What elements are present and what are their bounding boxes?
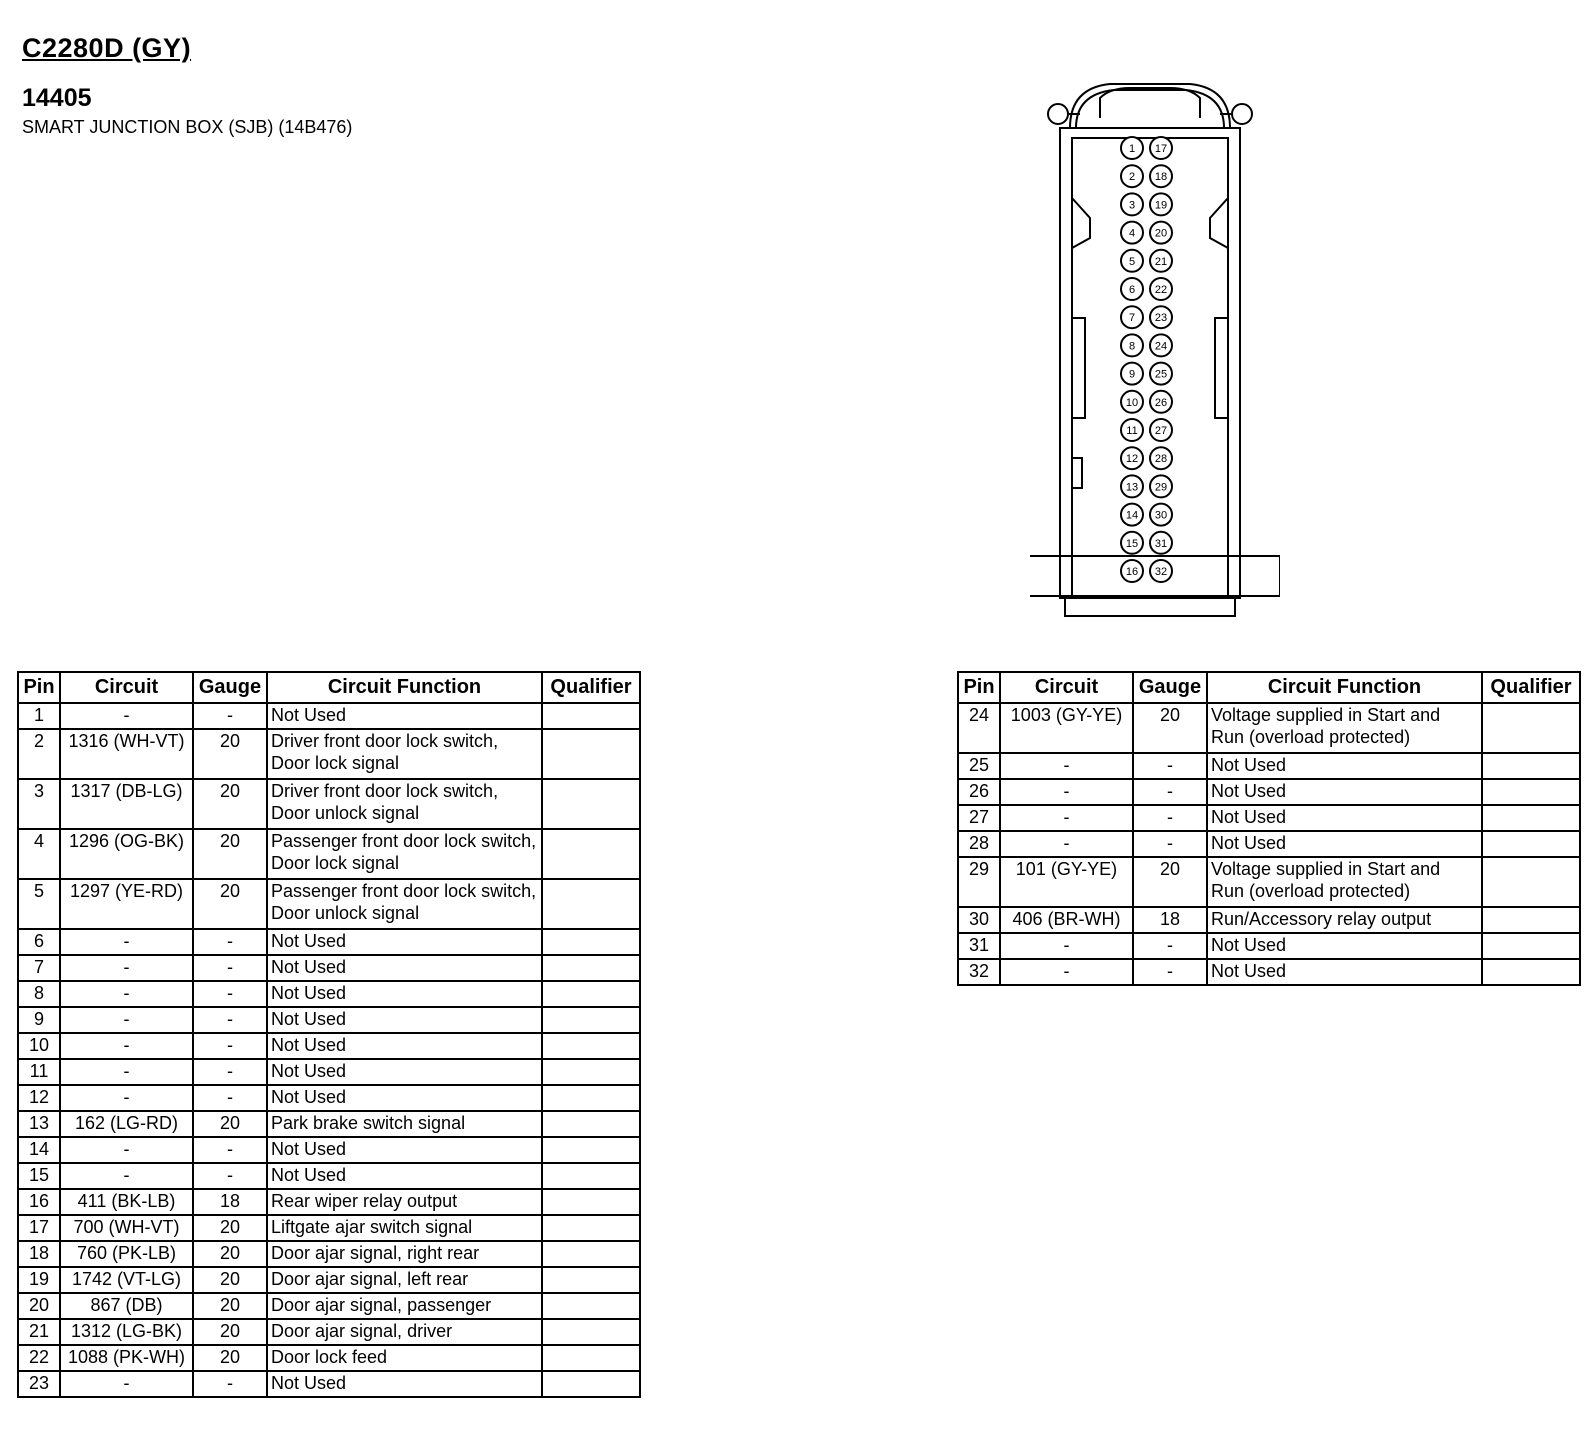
cell-gauge: 18 [193,1189,267,1215]
cell-gauge: - [193,981,267,1007]
cell-function: Door ajar signal, driver [267,1319,542,1345]
cell-gauge: - [1133,805,1207,831]
cell-function: Not Used [267,981,542,1007]
col-header-gauge: Gauge [1133,672,1207,703]
pin-number-label: 22 [1154,284,1168,296]
pin-number-label: 31 [1154,537,1168,550]
cell-function: Not Used [1207,933,1482,959]
cell-circuit: 867 (DB) [60,1293,193,1319]
cell-gauge: - [193,1137,267,1163]
pin-number-label: 28 [1154,453,1168,466]
cell-function: Door lock feed [267,1345,542,1371]
pin-number-label: 32 [1154,566,1168,578]
cell-function: Passenger front door lock switch, Door lock signal [267,829,542,879]
cell-pin: 22 [18,1345,60,1371]
col-header-function: Circuit Function [267,672,542,703]
cell-circuit: - [60,929,193,955]
pin-number-label: 14 [1125,509,1139,522]
cell-qualifier [542,1241,640,1267]
table-row [18,981,640,1007]
pin-number-label: 29 [1154,481,1168,494]
cell-function: Not Used [1207,831,1482,857]
pinout-table-left [17,671,641,1398]
cell-function: Not Used [267,1137,542,1163]
cell-pin: 17 [18,1215,60,1241]
cell-pin: 32 [958,959,1000,985]
cell-gauge: 20 [193,879,267,929]
cell-function: Not Used [267,703,542,729]
cell-function: Not Used [267,1033,542,1059]
cell-qualifier [542,1319,640,1345]
cell-qualifier [542,1189,640,1215]
cell-pin: 10 [18,1033,60,1059]
cell-gauge: - [193,1033,267,1059]
pin-number-label: 4 [1128,227,1136,240]
cell-pin: 2 [18,729,60,779]
cell-function: Passenger front door lock switch, Door unlock signal [267,879,542,929]
cell-pin: 25 [958,753,1000,779]
cell-pin: 21 [18,1319,60,1345]
table-row [18,1059,640,1085]
cell-gauge: - [193,929,267,955]
col-header-function: Circuit Function [1207,672,1482,703]
cell-qualifier [542,1163,640,1189]
pin-number-label: 25 [1154,368,1168,381]
pin-number-label: 15 [1125,537,1139,550]
cell-circuit: 700 (WH-VT) [60,1215,193,1241]
cell-pin: 18 [18,1241,60,1267]
pin-number-label: 27 [1154,425,1168,437]
cell-qualifier [542,1215,640,1241]
cell-gauge: 20 [193,1215,267,1241]
cell-gauge: 20 [193,1319,267,1345]
pin-number-label: 13 [1125,481,1139,494]
col-header-pin: Pin [18,672,60,703]
table-row [18,779,640,829]
cell-circuit: 1003 (GY-YE) [1000,703,1133,753]
cell-function: Rear wiper relay output [267,1189,542,1215]
cell-pin: 16 [18,1189,60,1215]
cell-pin: 30 [958,907,1000,933]
cell-qualifier [1482,857,1580,907]
cell-function: Not Used [1207,753,1482,779]
table-row [18,729,640,779]
cell-function: Not Used [1207,779,1482,805]
table-row [18,1371,640,1397]
cell-qualifier [1482,907,1580,933]
connector-face-diagram [1030,78,1280,628]
pin-number-label: 8 [1128,340,1136,353]
cell-qualifier [542,879,640,929]
cell-gauge: 20 [193,1111,267,1137]
col-header-qualifier: Qualifier [1482,672,1580,703]
cell-circuit: - [60,1033,193,1059]
table-row [18,1085,640,1111]
cell-gauge: 20 [193,1345,267,1371]
cell-function: Door ajar signal, passenger [267,1293,542,1319]
cell-function: Not Used [267,1163,542,1189]
cell-function: Park brake switch signal [267,1111,542,1137]
pin-number-label: 12 [1125,453,1139,466]
cell-pin: 19 [18,1267,60,1293]
pin-number-label: 30 [1154,509,1168,522]
cell-circuit: - [60,1085,193,1111]
cell-gauge: - [193,703,267,729]
cell-gauge: 20 [1133,857,1207,907]
cell-gauge: 18 [1133,907,1207,933]
table-row [958,907,1580,933]
cell-qualifier [1482,959,1580,985]
pin-number-label: 3 [1128,199,1136,212]
cell-circuit: 1742 (VT-LG) [60,1267,193,1293]
pin-number-label: 5 [1128,255,1136,268]
cell-function: Not Used [1207,805,1482,831]
cell-circuit: - [60,1137,193,1163]
cell-function: Voltage supplied in Start and Run (overload protected) [1207,857,1482,907]
cell-circuit: - [60,1059,193,1085]
cell-qualifier [542,981,640,1007]
cell-qualifier [542,1033,640,1059]
pin-number-label: 24 [1154,340,1168,353]
cell-function: Not Used [267,955,542,981]
cell-function: Run/Accessory relay output [1207,907,1482,933]
cell-gauge: - [193,1085,267,1111]
cell-pin: 13 [18,1111,60,1137]
pin-number-label: 7 [1128,312,1136,325]
cell-qualifier [542,1371,640,1397]
cell-pin: 26 [958,779,1000,805]
table-row [18,1137,640,1163]
component-number: 14405 [22,84,92,112]
table-row [18,879,640,929]
cell-circuit: - [1000,959,1133,985]
cell-gauge: - [193,1371,267,1397]
cell-gauge: 20 [1133,703,1207,753]
cell-qualifier [542,929,640,955]
cell-circuit: - [60,1163,193,1189]
cell-pin: 27 [958,805,1000,831]
cell-circuit: 101 (GY-YE) [1000,857,1133,907]
cell-gauge: - [1133,933,1207,959]
cell-circuit: 411 (BK-LB) [60,1189,193,1215]
cell-pin: 23 [18,1371,60,1397]
pin-number-label: 6 [1128,284,1136,296]
cell-circuit: 1296 (OG-BK) [60,829,193,879]
cell-pin: 12 [18,1085,60,1111]
cell-gauge: 20 [193,779,267,829]
table-row [958,753,1580,779]
table-row [18,1163,640,1189]
connector-title: C2280D (GY) [22,33,192,63]
cell-function: Not Used [267,929,542,955]
pin-number-label: 9 [1128,368,1136,381]
cell-circuit: - [60,1007,193,1033]
table-row [958,831,1580,857]
cell-pin: 1 [18,703,60,729]
col-header-pin: Pin [958,672,1000,703]
cell-pin: 8 [18,981,60,1007]
table-row [18,703,640,729]
table-row [18,829,640,879]
cell-pin: 4 [18,829,60,879]
cell-function: Liftgate ajar switch signal [267,1215,542,1241]
cell-gauge: - [1133,753,1207,779]
table-row [958,933,1580,959]
table-row [18,1215,640,1241]
cell-pin: 28 [958,831,1000,857]
cell-circuit: 162 (LG-RD) [60,1111,193,1137]
cell-function: Not Used [267,1007,542,1033]
table-row [958,857,1580,907]
cell-function: Not Used [267,1371,542,1397]
col-header-circuit: Circuit [60,672,193,703]
cell-gauge: 20 [193,1267,267,1293]
cell-qualifier [542,1059,640,1085]
pin-number-label: 11 [1126,425,1138,437]
table-row [18,1319,640,1345]
pin-number-label: 10 [1125,396,1139,409]
cell-pin: 20 [18,1293,60,1319]
pinout-table-right [957,671,1581,986]
cell-gauge: - [193,1007,267,1033]
cell-circuit: - [60,955,193,981]
pin-number-label: 17 [1154,143,1168,155]
cell-qualifier [1482,703,1580,753]
cell-gauge: - [193,955,267,981]
cell-pin: 3 [18,779,60,829]
cell-gauge: 20 [193,829,267,879]
pin-number-label: 26 [1154,396,1168,409]
cell-circuit: - [1000,831,1133,857]
pin-number-label: 19 [1154,199,1168,212]
cell-function: Door ajar signal, left rear [267,1267,542,1293]
cell-pin: 31 [958,933,1000,959]
pin-number-label: 23 [1154,312,1168,325]
cell-function: Driver front door lock switch, Door lock signal [267,729,542,779]
cell-circuit: 1297 (YE-RD) [60,879,193,929]
cell-pin: 24 [958,703,1000,753]
pin-number-label: 21 [1154,255,1168,268]
cell-circuit: - [60,981,193,1007]
table-row [18,1267,640,1293]
cell-qualifier [542,1111,640,1137]
col-header-circuit: Circuit [1000,672,1133,703]
pin-number-label: 20 [1154,227,1168,240]
cell-qualifier [542,1007,640,1033]
table-row [958,805,1580,831]
pin-number-label: 16 [1125,566,1139,578]
col-header-qualifier: Qualifier [542,672,640,703]
cell-function: Not Used [267,1059,542,1085]
cell-gauge: - [1133,959,1207,985]
cell-qualifier [1482,779,1580,805]
cell-function: Not Used [267,1085,542,1111]
pin-number-label: 2 [1128,171,1136,184]
cell-function: Door ajar signal, right rear [267,1241,542,1267]
cell-function: Driver front door lock switch, Door unlock signal [267,779,542,829]
cell-circuit: 406 (BR-WH) [1000,907,1133,933]
cell-pin: 7 [18,955,60,981]
table-row [18,1189,640,1215]
cell-circuit: - [60,703,193,729]
cell-circuit: 760 (PK-LB) [60,1241,193,1267]
cell-pin: 6 [18,929,60,955]
table-row [18,1345,640,1371]
cell-qualifier [542,779,640,829]
table-header-row [958,672,1580,703]
cell-pin: 9 [18,1007,60,1033]
table-row [18,955,640,981]
table-row [18,1111,640,1137]
table-row [958,779,1580,805]
cell-qualifier [1482,753,1580,779]
cell-gauge: 20 [193,1241,267,1267]
table-row [18,1293,640,1319]
cell-gauge: - [1133,779,1207,805]
cell-circuit: - [1000,753,1133,779]
col-header-gauge: Gauge [193,672,267,703]
cell-circuit: 1088 (PK-WH) [60,1345,193,1371]
cell-gauge: - [193,1163,267,1189]
cell-circuit: 1316 (WH-VT) [60,729,193,779]
cell-circuit: 1317 (DB-LG) [60,779,193,829]
cell-function: Voltage supplied in Start and Run (overload protected) [1207,703,1482,753]
cell-qualifier [542,829,640,879]
cell-function: Not Used [1207,959,1482,985]
cell-qualifier [1482,933,1580,959]
table-header-row [18,672,640,703]
cell-qualifier [542,955,640,981]
cell-qualifier [542,703,640,729]
cell-qualifier [1482,831,1580,857]
cell-pin: 11 [18,1059,60,1085]
cell-qualifier [1482,805,1580,831]
table-row [958,959,1580,985]
cell-gauge: 20 [193,1293,267,1319]
cell-qualifier [542,729,640,779]
cell-qualifier [542,1293,640,1319]
cell-circuit: 1312 (LG-BK) [60,1319,193,1345]
cell-qualifier [542,1345,640,1371]
table-row [18,1033,640,1059]
table-row [18,1241,640,1267]
cell-qualifier [542,1137,640,1163]
cell-pin: 14 [18,1137,60,1163]
cell-gauge: - [1133,831,1207,857]
pin-number-label: 1 [1128,143,1136,155]
cell-pin: 5 [18,879,60,929]
table-row [18,929,640,955]
cell-qualifier [542,1085,640,1111]
cell-qualifier [542,1267,640,1293]
cell-circuit: - [1000,779,1133,805]
cell-circuit: - [60,1371,193,1397]
pin-number-label: 18 [1154,171,1168,184]
cell-gauge: - [193,1059,267,1085]
table-row [18,1007,640,1033]
cell-circuit: - [1000,933,1133,959]
cell-pin: 15 [18,1163,60,1189]
pin-cavities [1121,137,1172,582]
component-name: SMART JUNCTION BOX (SJB) (14B476) [22,117,353,137]
cell-pin: 29 [958,857,1000,907]
table-row [958,703,1580,753]
cell-circuit: - [1000,805,1133,831]
cell-gauge: 20 [193,729,267,779]
